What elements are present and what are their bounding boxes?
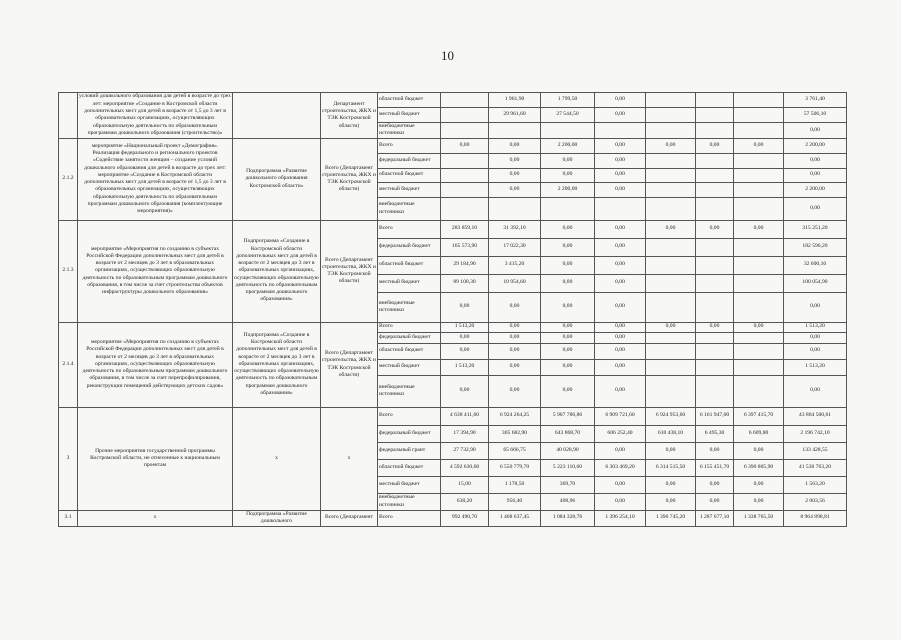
funding-source-cell: Всего <box>378 510 441 526</box>
amount-cell: 1 468 637,45 <box>489 510 541 526</box>
subprogram-cell <box>233 93 321 139</box>
amount-cell: 0,00 <box>595 93 646 108</box>
amount-cell: 6 155 451,70 <box>696 459 734 476</box>
funding-source-cell: местный бюджет <box>378 274 441 292</box>
executor-cell: Департамент строительства, ЖКХ и ТЭК Костромской области) <box>321 93 378 139</box>
amount-cell: 10 954,60 <box>489 274 541 292</box>
measure-name-cell: мероприятие «Национальный проект «Демография». Реализация федерального и регионального проектов «Содействие занятости женщин – создание условий дошкольного образования для детей в возрасте до трех лет: мероприятие «Создание в Костромской области дополнительных мест для детей в возрасте от 1,5 до 3 лет в образовательных организациях, осуществляющих образовательную деятельность по образовательным программам дошкольного образования (комплектующие мероприятия)» <box>78 138 233 220</box>
amount-cell: 0,00 <box>441 375 489 407</box>
amount-cell: 2 196 742,10 <box>784 425 847 442</box>
funding-source-cell: областной бюджет <box>378 256 441 274</box>
amount-cell: 1 513,20 <box>441 359 489 375</box>
amount-cell: 0,00 <box>595 332 646 343</box>
amount-cell <box>441 123 489 139</box>
amount-cell <box>646 256 696 274</box>
amount-cell <box>441 93 489 108</box>
amount-cell <box>646 197 696 220</box>
amount-cell <box>734 292 784 322</box>
amount-cell <box>489 123 541 139</box>
amount-cell <box>696 274 734 292</box>
amount-cell: 369,70 <box>541 476 595 493</box>
amount-cell: 1 084 328,76 <box>541 510 595 526</box>
amount-cell: 0,00 <box>696 220 734 238</box>
funding-source-cell: местный бюджет <box>378 108 441 123</box>
amount-cell: 0,00 <box>489 292 541 322</box>
amount-cell <box>646 108 696 123</box>
amount-cell <box>734 197 784 220</box>
table-row <box>59 138 847 153</box>
amount-cell: 0,00 <box>541 256 595 274</box>
amount-cell <box>734 93 784 108</box>
amount-cell: 0,00 <box>489 138 541 153</box>
amount-cell: 29 184,90 <box>441 256 489 274</box>
amount-cell <box>646 375 696 407</box>
funding-source-cell: внебюджетные источники <box>378 292 441 322</box>
amount-cell: 2 200,00 <box>784 182 847 197</box>
amount-cell: 992 490,70 <box>441 510 489 526</box>
amount-cell: 0,00 <box>441 332 489 343</box>
amount-cell <box>734 359 784 375</box>
amount-cell: 15,00 <box>441 476 489 493</box>
amount-cell: 0,00 <box>595 168 646 182</box>
amount-cell: 43 864 500,61 <box>784 407 847 425</box>
amount-cell: 3 761,40 <box>784 93 847 108</box>
amount-cell: 27 732,90 <box>441 442 489 459</box>
amount-cell: 41 530 763,20 <box>784 459 847 476</box>
amount-cell: 65 666,75 <box>489 442 541 459</box>
amount-cell: 0,00 <box>541 238 595 256</box>
amount-cell: 2 200,00 <box>541 138 595 153</box>
amount-cell: 57 506,10 <box>784 108 847 123</box>
amount-cell: 1 287 677,10 <box>696 510 734 526</box>
funding-source-cell: федеральный бюджет <box>378 153 441 168</box>
executor-cell: Всего (Департамент строительства, ЖКХ и ТЭК Костромской области) <box>321 138 378 220</box>
amount-cell: 6 924 264,25 <box>489 407 541 425</box>
amount-cell: 1 513,20 <box>784 359 847 375</box>
amount-cell <box>696 93 734 108</box>
amount-cell <box>696 168 734 182</box>
amount-cell: 0,00 <box>784 332 847 343</box>
amount-cell: 1 178,50 <box>489 476 541 493</box>
amount-cell: 0,00 <box>646 322 696 332</box>
amount-cell: 0,00 <box>696 493 734 510</box>
amount-cell <box>734 123 784 139</box>
subprogram-cell: x <box>233 407 321 510</box>
amount-cell: 0,00 <box>646 476 696 493</box>
amount-cell <box>696 343 734 359</box>
item-number-cell: 3 <box>59 407 78 510</box>
amount-cell: 0,00 <box>784 123 847 139</box>
amount-cell: 17 022,30 <box>489 238 541 256</box>
amount-cell: 0,00 <box>489 168 541 182</box>
amount-cell: 0,00 <box>595 108 646 123</box>
executor-cell: Всего (Департамент <box>321 510 378 526</box>
item-number-cell: 2.1.2 <box>59 138 78 220</box>
amount-cell: 0,00 <box>646 442 696 459</box>
amount-cell <box>696 182 734 197</box>
amount-cell <box>696 359 734 375</box>
page-number: 10 <box>441 48 454 63</box>
amount-cell: 0,00 <box>595 493 646 510</box>
amount-cell: 0,00 <box>595 138 646 153</box>
amount-cell: 0,00 <box>734 493 784 510</box>
amount-cell: 0,00 <box>696 322 734 332</box>
amount-cell: 0,00 <box>595 322 646 332</box>
amount-cell: 0,00 <box>595 238 646 256</box>
amount-cell: 0,00 <box>541 168 595 182</box>
amount-cell: 0,00 <box>441 292 489 322</box>
amount-cell <box>734 153 784 168</box>
table-row <box>59 407 847 425</box>
amount-cell <box>441 153 489 168</box>
amount-cell: 0,00 <box>734 138 784 153</box>
subprogram-cell: Подпрограмма «Создание в Костромской области дополнительных мест для детей в возрасте от 2 месяцев до 3 лет в образовательных организациях, осуществляющих образовательную деятельность по образовательным программам дошкольного образования» <box>233 220 321 322</box>
amount-cell: 0,00 <box>784 168 847 182</box>
amount-cell <box>441 182 489 197</box>
amount-cell: 6 397 415,70 <box>734 407 784 425</box>
amount-cell: 8 964 898,81 <box>784 510 847 526</box>
amount-cell <box>646 292 696 322</box>
amount-cell: 283 859,10 <box>441 220 489 238</box>
funding-source-cell: внебюджетные источники <box>378 375 441 407</box>
amount-cell: 27 544,50 <box>541 108 595 123</box>
amount-cell <box>734 375 784 407</box>
amount-cell <box>734 332 784 343</box>
amount-cell: 0,00 <box>489 359 541 375</box>
amount-cell <box>696 256 734 274</box>
amount-cell <box>734 274 784 292</box>
amount-cell: 0,00 <box>696 476 734 493</box>
amount-cell <box>646 343 696 359</box>
amount-cell: 4 592 630,60 <box>441 459 489 476</box>
amount-cell: 0,00 <box>489 322 541 332</box>
amount-cell: 3 415,20 <box>489 256 541 274</box>
amount-cell: 0,00 <box>696 138 734 153</box>
amount-cell: 315 251,20 <box>784 220 847 238</box>
subprogram-cell: Подпрограмма «Создание в Костромской области дополнительных мест для детей в возрасте от 2 месяцев до 3 лет в образовательных организациях, осуществляющих образовательную деятельность по образовательным программам дошкольного образования» <box>233 322 321 407</box>
funding-source-cell: областной бюджет <box>378 343 441 359</box>
amount-cell: 956,40 <box>489 493 541 510</box>
measure-name-cell: Прочие мероприятия государственной программы Костромской области, не отнесенные к национальным проектам <box>78 407 233 510</box>
amount-cell <box>441 197 489 220</box>
amount-cell <box>646 274 696 292</box>
amount-cell: 17 394,90 <box>441 425 489 442</box>
amount-cell: 0,00 <box>441 138 489 153</box>
amount-cell <box>734 168 784 182</box>
measure-name-cell: мероприятие «Мероприятия по созданию в субъектах Российской Федерации дополнительных мест для детей в возрасте от 2 месяцев до 3 лет в образовательных организациях, осуществляющих образовательную деятельность по образовательным программам дошкольного образования, в том числе за счет перепрофилирования, реконструкции помещений действующих детских садов» <box>78 322 233 407</box>
amount-cell: 0,00 <box>595 153 646 168</box>
amount-cell: 610 438,10 <box>646 425 696 442</box>
amount-cell: 0,00 <box>541 332 595 343</box>
item-number-cell: 3.1 <box>59 510 78 526</box>
amount-cell: 6 161 947,00 <box>696 407 734 425</box>
funding-source-cell: внебюджетные источники <box>378 493 441 510</box>
amount-cell: 40 028,90 <box>541 442 595 459</box>
funding-source-cell: Всего <box>378 138 441 153</box>
amount-cell: 0,00 <box>734 476 784 493</box>
table-row <box>59 93 847 108</box>
amount-cell: 4 638 411,60 <box>441 407 489 425</box>
table-row <box>59 322 847 332</box>
amount-cell: 0,00 <box>734 322 784 332</box>
amount-cell: 408,96 <box>541 493 595 510</box>
amount-cell <box>646 168 696 182</box>
amount-cell: 6 495,30 <box>696 425 734 442</box>
funding-source-cell: Всего <box>378 322 441 332</box>
amount-cell: 89 100,30 <box>441 274 489 292</box>
amount-cell: 6 609,80 <box>734 425 784 442</box>
amount-cell <box>646 238 696 256</box>
amount-cell <box>734 108 784 123</box>
amount-cell: 0,00 <box>646 493 696 510</box>
funding-source-cell: федеральный бюджет <box>378 425 441 442</box>
funding-source-cell: внебюджетные источники <box>378 197 441 220</box>
item-number-cell: 2.1.3 <box>59 220 78 322</box>
amount-cell: 0,00 <box>734 442 784 459</box>
amount-cell: 5 223 110,60 <box>541 459 595 476</box>
amount-cell: 0,00 <box>541 153 595 168</box>
subprogram-cell: Подпрограмма «Развитие дошкольного образования Костромской области» <box>233 138 321 220</box>
amount-cell <box>696 197 734 220</box>
amount-cell: 305 682,90 <box>489 425 541 442</box>
amount-cell: 0,00 <box>595 274 646 292</box>
amount-cell: 182 596,20 <box>784 238 847 256</box>
amount-cell <box>646 332 696 343</box>
amount-cell: 1 396 745,20 <box>646 510 696 526</box>
funding-source-cell: Всего <box>378 220 441 238</box>
amount-cell: 0,00 <box>541 343 595 359</box>
amount-cell: 0,00 <box>489 343 541 359</box>
funding-source-cell: местный бюджет <box>378 359 441 375</box>
funding-source-cell: федеральный грант <box>378 442 441 459</box>
amount-cell: 6 909 721,60 <box>595 407 646 425</box>
amount-cell: 0,00 <box>595 343 646 359</box>
amount-cell: 31 392,10 <box>489 220 541 238</box>
funding-source-cell: федеральный бюджет <box>378 332 441 343</box>
amount-cell: 5 907 786,86 <box>541 407 595 425</box>
amount-cell: 0,00 <box>541 359 595 375</box>
amount-cell: 6 924 953,60 <box>646 407 696 425</box>
amount-cell <box>696 238 734 256</box>
amount-cell <box>646 93 696 108</box>
amount-cell: 0,00 <box>541 322 595 332</box>
amount-cell: 0,00 <box>646 138 696 153</box>
amount-cell <box>541 197 595 220</box>
amount-cell <box>696 153 734 168</box>
amount-cell <box>646 359 696 375</box>
amount-cell <box>696 108 734 123</box>
amount-cell: 1 799,50 <box>541 93 595 108</box>
amount-cell <box>646 182 696 197</box>
amount-cell: 643 868,70 <box>541 425 595 442</box>
measure-name-cell: мероприятие «Мероприятия по созданию в субъектах Российской Федерации дополнительных мест для детей в возрасте от 2 месяцев до 3 лет в образовательных организациях, осуществляющих образовательную деятельность по образовательным программам дошкольного образования, в том числе за счет строительства объектов инфраструктуры дошкольного образования» <box>78 220 233 322</box>
table-row <box>59 510 847 526</box>
amount-cell: 0,00 <box>489 375 541 407</box>
funding-table <box>58 92 847 527</box>
amount-cell <box>595 197 646 220</box>
item-number-cell <box>59 93 78 139</box>
amount-cell: 6 550 779,70 <box>489 459 541 476</box>
measure-name-cell: x <box>78 510 233 526</box>
funding-source-cell: областной бюджет <box>378 93 441 108</box>
amount-cell <box>696 123 734 139</box>
measure-name-cell: условий дошкольного образования для детей в возрасте до трех лет: мероприятие «Создание в Костромской области дополнительных мест для детей в возрасте от 1,5 до 3 лет в образовательных организациях, осуществляющих образовательную деятельность по образовательным программам дошкольного образования (строительство)» <box>78 93 233 139</box>
table-body <box>59 93 847 527</box>
amount-cell: 1 396 254,10 <box>595 510 646 526</box>
amount-cell: 0,00 <box>595 220 646 238</box>
amount-cell: 1 338 765,50 <box>734 510 784 526</box>
amount-cell <box>541 123 595 139</box>
amount-cell: 2 003,56 <box>784 493 847 510</box>
executor-cell: Всего (Департамент строительства, ЖКХ и ТЭК Костромской области) <box>321 322 378 407</box>
amount-cell: 2 200,00 <box>784 138 847 153</box>
amount-cell: 2 200,00 <box>541 182 595 197</box>
amount-cell: 1 513,20 <box>441 322 489 332</box>
funding-source-cell: внебюджетные источники <box>378 123 441 139</box>
amount-cell: 0,00 <box>489 182 541 197</box>
amount-cell <box>734 343 784 359</box>
subprogram-cell: Подпрограмма «Развитие дошкольного <box>233 510 321 526</box>
amount-cell: 0,00 <box>489 332 541 343</box>
amount-cell <box>595 123 646 139</box>
amount-cell: 0,00 <box>595 292 646 322</box>
amount-cell: 0,00 <box>595 182 646 197</box>
funding-source-cell: областной бюджет <box>378 168 441 182</box>
amount-cell: 0,00 <box>734 220 784 238</box>
amount-cell <box>734 182 784 197</box>
amount-cell: 0,00 <box>595 476 646 493</box>
amount-cell: 6 390 805,90 <box>734 459 784 476</box>
amount-cell: 0,00 <box>646 220 696 238</box>
amount-cell: 29 961,60 <box>489 108 541 123</box>
amount-cell: 0,00 <box>784 153 847 168</box>
amount-cell: 0,00 <box>595 375 646 407</box>
amount-cell: 0,00 <box>541 274 595 292</box>
amount-cell: 32 600,10 <box>784 256 847 274</box>
amount-cell: 1 513,20 <box>784 322 847 332</box>
amount-cell: 165 573,90 <box>441 238 489 256</box>
amount-cell: 0,00 <box>489 153 541 168</box>
amount-cell: 0,00 <box>595 256 646 274</box>
amount-cell: 0,00 <box>541 292 595 322</box>
amount-cell: 0,00 <box>441 343 489 359</box>
amount-cell: 0,00 <box>696 442 734 459</box>
item-number-cell: 2.1.4 <box>59 322 78 407</box>
amount-cell: 606 252,40 <box>595 425 646 442</box>
amount-cell <box>734 256 784 274</box>
executor-cell: Всего (Департамент строительства, ЖКХ и ТЭК Костромской области) <box>321 220 378 322</box>
amount-cell <box>441 168 489 182</box>
amount-cell: 0,00 <box>595 359 646 375</box>
amount-cell: 638,20 <box>441 493 489 510</box>
amount-cell: 100 054,90 <box>784 274 847 292</box>
amount-cell: 6 303 469,20 <box>595 459 646 476</box>
amount-cell <box>696 292 734 322</box>
amount-cell: 0,00 <box>784 375 847 407</box>
amount-cell <box>734 238 784 256</box>
amount-cell: 0,00 <box>784 197 847 220</box>
amount-cell: 1 563,20 <box>784 476 847 493</box>
funding-source-cell: местный бюджет <box>378 182 441 197</box>
amount-cell: 0,00 <box>784 292 847 322</box>
amount-cell: 133 428,55 <box>784 442 847 459</box>
amount-cell: 0,00 <box>541 375 595 407</box>
amount-cell <box>646 123 696 139</box>
funding-source-cell: Всего <box>378 407 441 425</box>
amount-cell: 1 961,90 <box>489 93 541 108</box>
funding-source-cell: областной бюджет <box>378 459 441 476</box>
amount-cell <box>646 153 696 168</box>
amount-cell: 0,00 <box>541 220 595 238</box>
amount-cell: 0,00 <box>784 343 847 359</box>
amount-cell: 6 314 515,50 <box>646 459 696 476</box>
funding-source-cell: федеральный бюджет <box>378 238 441 256</box>
executor-cell: x <box>321 407 378 510</box>
amount-cell <box>441 108 489 123</box>
amount-cell <box>696 332 734 343</box>
funding-source-cell: местный бюджет <box>378 476 441 493</box>
amount-cell <box>489 197 541 220</box>
table-row <box>59 220 847 238</box>
amount-cell <box>696 375 734 407</box>
amount-cell: 0,00 <box>595 442 646 459</box>
